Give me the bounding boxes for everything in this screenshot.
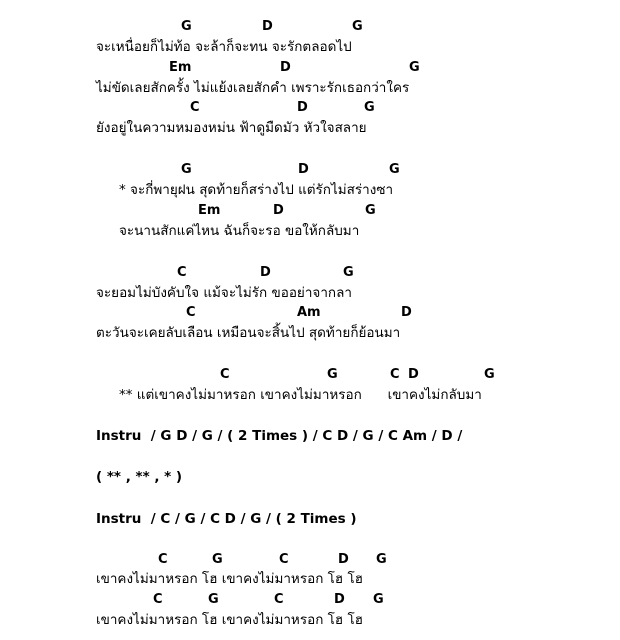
chord: D [297, 100, 308, 115]
chord: Em [198, 203, 221, 218]
chord: C [279, 552, 289, 567]
chord: G [208, 592, 219, 607]
chord: D [408, 367, 419, 382]
instrumental-line: Instru / C / G / C D / G / ( 2 Times ) [96, 511, 357, 527]
lyric-line: ยังอยู่ในความหมองหม่น ฟ้าดูมืดมัว หัวใจสลาย [96, 120, 367, 136]
instrumental-line: Instru / G D / G / ( 2 Times ) / C D / G / C Am / D / [96, 428, 463, 444]
chord: C [220, 367, 230, 382]
chord: Am [297, 305, 321, 320]
chord: D [260, 265, 271, 280]
lyric-line: เขาคงไม่มาหรอก โฮ เขาคงไม่มาหรอก โฮ โฮ [96, 612, 363, 628]
chord: C [186, 305, 196, 320]
chord: C [177, 265, 187, 280]
lyric-line: * จะกี่พายุฝน สุดท้ายก็สร่างไป แต่รักไม่สร่างซา [119, 182, 394, 198]
chord: Em [169, 60, 192, 75]
chord: D [334, 592, 345, 607]
chord: G [484, 367, 495, 382]
chord: C [153, 592, 163, 607]
chord: C [158, 552, 168, 567]
chord: C [190, 100, 200, 115]
chord: G [212, 552, 223, 567]
chord: C [390, 367, 400, 382]
chord: D [273, 203, 284, 218]
chord: G [181, 19, 192, 34]
chord: C [274, 592, 284, 607]
repeat-instruction: ( ** , ** , * ) [96, 469, 183, 485]
chord: G [352, 19, 363, 34]
chord: D [401, 305, 412, 320]
chord: G [389, 162, 400, 177]
chord: D [262, 19, 273, 34]
chord: G [343, 265, 354, 280]
lyric-line: จะนานสักแค่ไหน ฉันก็จะรอ ขอให้กลับมา [119, 223, 360, 239]
chord: G [376, 552, 387, 567]
lyric-line: ไม่ขัดเลยสักครั้ง ไม่แย้งเลยสักคำ เพราะรักเธอกว่าใคร [96, 80, 410, 96]
chord: D [280, 60, 291, 75]
lyric-line: ตะวันจะเคยลับเลือน เหมือนจะสิ้นไป สุดท้ายก็ย้อนมา [96, 325, 401, 341]
chord: G [181, 162, 192, 177]
chord: G [373, 592, 384, 607]
chord: G [364, 100, 375, 115]
lyric-line: ** แต่เขาคงไม่มาหรอก เขาคงไม่มาหรอก เขาคงไม่กลับมา [119, 387, 482, 403]
lyric-line: เขาคงไม่มาหรอก โฮ เขาคงไม่มาหรอก โฮ โฮ [96, 571, 363, 587]
chord: G [409, 60, 420, 75]
chord: G [365, 203, 376, 218]
chord: G [327, 367, 338, 382]
lyric-line: จะยอมไม่บังคับใจ แม้จะไม่รัก ขออย่าจากลา [96, 285, 352, 301]
chord: D [298, 162, 309, 177]
lyric-line: จะเหนื่อยก็ไม่ท้อ จะล้าก็จะทน จะรักตลอดไป [96, 39, 352, 55]
chord: D [338, 552, 349, 567]
